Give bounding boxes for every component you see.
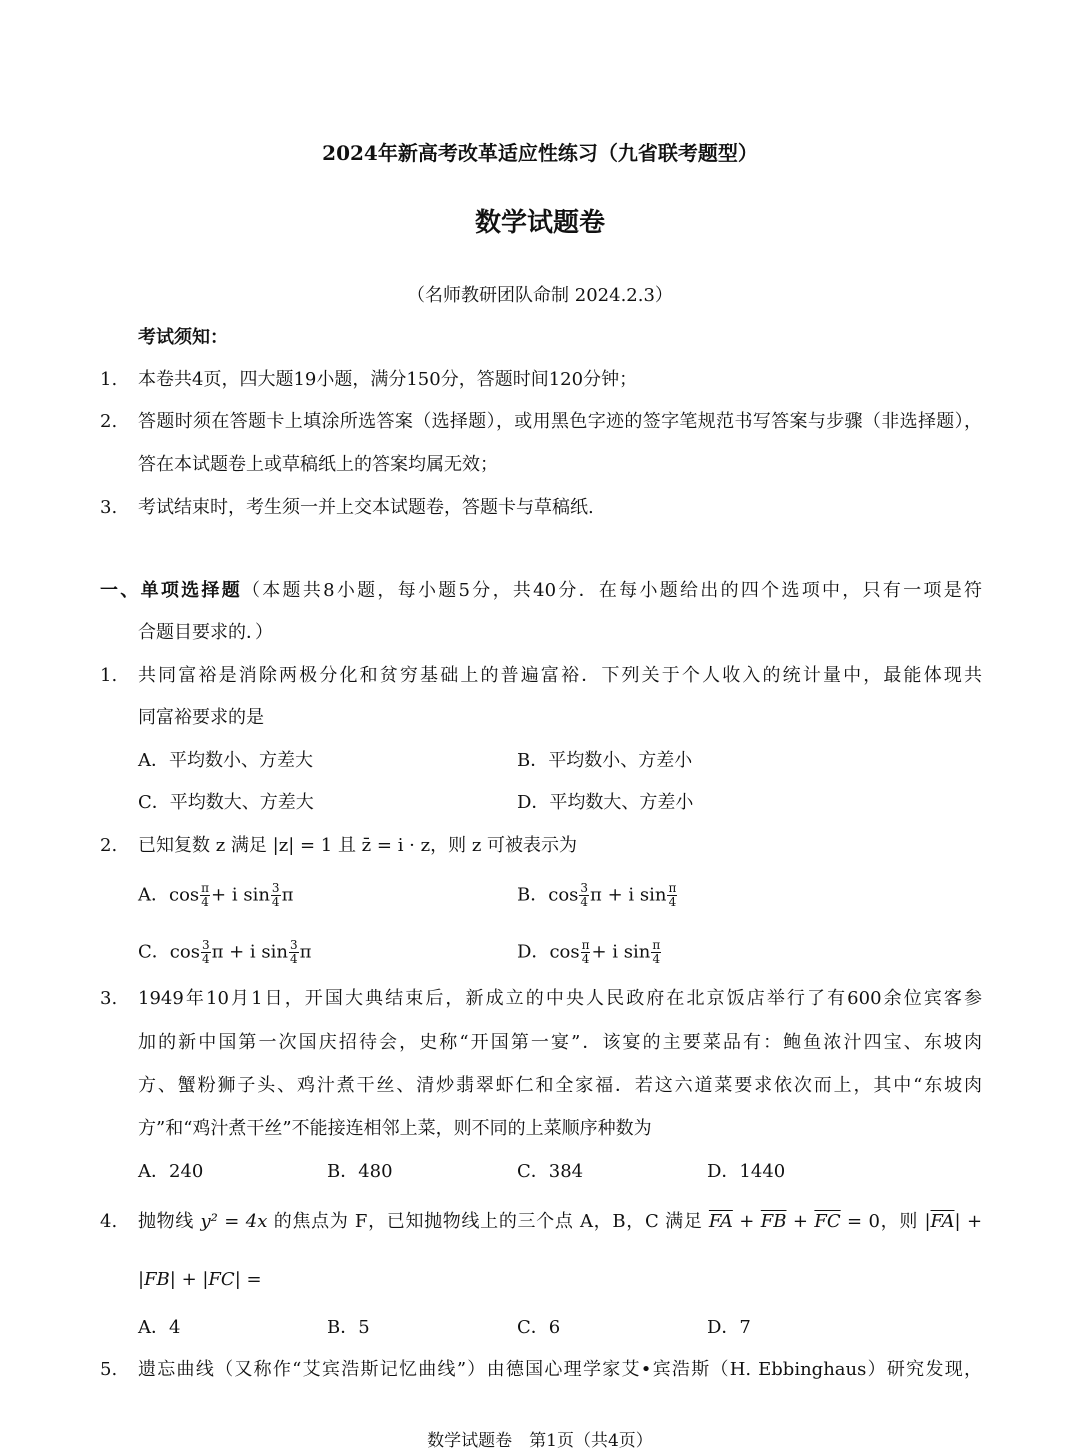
section-desc: （本题共8小题，每小题5分，共40分．在每小题给出的四个选项中，只有一项是符	[241, 580, 982, 601]
question-text: 抛物线 y² = 4x 的焦点为 F，已知抛物线上的三个点 A，B，C 满足 $\overline{FA} + \overline{FB} + \overline{FC} = 0$，则 $|\overline{FA}|$ +	[138, 1211, 983, 1232]
denominator: 4	[271, 895, 280, 909]
question-text: 遗忘曲线（又称作“艾宾浩斯记忆曲线”）由德国心理学家艾•宾浩斯（H. Ebbinghaus）研究发现，	[138, 1359, 982, 1380]
notice-heading: 考试须知：	[138, 327, 228, 348]
option-c	[138, 939, 311, 966]
numerator: 3	[580, 881, 589, 895]
question-text: 共同富裕是消除两极分化和贫穷基础上的普遍富裕．下列关于个人收入的统计量中，最能体现共	[138, 665, 982, 686]
question-number: 3.	[100, 988, 118, 1009]
math-text: cos	[549, 941, 580, 963]
option-label: D．	[517, 941, 550, 963]
option-a: A．平均数小、方差大	[138, 750, 313, 771]
text: = 0，则 |	[840, 1211, 931, 1232]
math-text: + i sin	[591, 941, 651, 963]
math-text: cos	[169, 884, 200, 906]
option-c: C．平均数大、方差大	[138, 792, 314, 813]
notice-text: 答题时须在答题卡上填涂所选答案（选择题），或用黑色字迹的签字笔规范书写答案与步骤（非选择题），	[138, 411, 982, 432]
question-text: |FB| + |FC| =	[138, 1269, 262, 1290]
notice-text: 答在本试题卷上或草稿纸上的答案均属无效；	[138, 454, 498, 475]
subject-title: 数学试题卷	[474, 208, 605, 238]
vector: $\overline{FA}$	[930, 1211, 955, 1232]
denominator: 4	[201, 895, 209, 909]
option-d: D．7	[707, 1317, 751, 1338]
question-text: 方”和“鸡汁煮干丝”不能接连相邻上菜，则不同的上菜顺序种数为	[138, 1118, 652, 1139]
notice-num: 3.	[100, 497, 118, 518]
option-label: A．	[138, 884, 169, 906]
numerator: π	[581, 938, 590, 952]
option-label: C．	[138, 941, 170, 963]
vector: $\overline{FC}$	[814, 1211, 841, 1232]
math-text: π + i sin	[590, 884, 667, 906]
text: 的焦点为 F，已知抛物线上的三个点 A，B，C 满足	[267, 1211, 709, 1232]
question-number: 5.	[100, 1359, 118, 1380]
vector: $\overline{FB}$	[760, 1211, 787, 1232]
section-desc: 合题目要求的．）	[138, 622, 273, 643]
question-number: 4.	[100, 1211, 118, 1232]
option-a: A．240	[138, 1161, 204, 1182]
denominator: 4	[201, 952, 210, 966]
numerator: π	[668, 881, 677, 895]
section-heading	[100, 579, 982, 603]
math-text: π	[281, 884, 294, 906]
option-b: B．5	[327, 1317, 370, 1338]
text: 抛物线	[138, 1211, 201, 1232]
numerator: π	[652, 938, 661, 952]
numerator: 3	[271, 881, 280, 895]
question-text: 已知复数 z 满足 |z| = 1 且 z̄ = i · z，则 z 可被表示为	[138, 835, 578, 856]
option-b	[517, 882, 678, 909]
math-text: π + i sin	[211, 941, 288, 963]
numerator: 3	[290, 938, 298, 952]
text: | +	[954, 1211, 983, 1232]
fraction	[289, 939, 299, 966]
option-a	[138, 882, 293, 909]
denominator: 4	[668, 895, 677, 909]
option-a: A．4	[138, 1317, 181, 1338]
question-text: 同富裕要求的是	[138, 707, 264, 728]
denominator: 4	[580, 895, 589, 909]
fraction	[667, 882, 677, 909]
page-footer: 数学试题卷 第1页（共4页）	[427, 1431, 653, 1451]
fraction	[201, 939, 211, 966]
fraction	[579, 882, 589, 909]
notice-text: 考试结束时，考生须一并上交本试题卷，答题卡与草稿纸.	[138, 497, 594, 518]
question-text: 1949年10月1日，开国大典结束后，新成立的中央人民政府在北京饭店举行了有600余位宾客参	[138, 988, 982, 1009]
option-b: B．480	[327, 1161, 393, 1182]
notice-num: 1.	[100, 369, 118, 390]
section-label: 一、单项选择题	[100, 580, 242, 601]
denominator: 4	[581, 952, 590, 966]
notice-text: 本卷共4页，四大题19小题，满分150分，答题时间120分钟；	[138, 369, 638, 390]
option-c: C．384	[517, 1161, 584, 1182]
equation: y² = 4x	[200, 1211, 268, 1232]
math-text: cos	[548, 884, 579, 906]
notice-num: 2.	[100, 411, 118, 432]
denominator: 4	[290, 952, 298, 966]
fraction	[581, 939, 591, 966]
math-text: + i sin	[211, 884, 270, 906]
question-number: 1.	[100, 665, 118, 686]
option-b: B．平均数小、方差小	[517, 750, 693, 771]
fraction	[271, 882, 281, 909]
numerator: π	[201, 881, 210, 895]
numerator: 3	[201, 938, 210, 952]
question-text: 方、蟹粉狮子头、鸡汁煮干丝、清炒翡翠虾仁和全家福．若这六道菜要求依次而上，其中“东坡肉	[138, 1075, 982, 1096]
exam-title: 2024年新高考改革适应性练习（九省联考题型）	[322, 141, 758, 165]
question-number: 2.	[100, 835, 118, 856]
vector: $\overline{FA}$	[708, 1211, 733, 1232]
fraction	[651, 939, 661, 966]
option-label: B．	[517, 884, 549, 906]
option-c: C．6	[517, 1317, 561, 1338]
denominator: 4	[652, 952, 661, 966]
author-line: （名师教研团队命制 2024.2.3）	[407, 285, 673, 306]
math-text: π	[299, 941, 312, 963]
question-text: 加的新中国第一次国庆招待会，史称“开国第一宴”．该宴的主要菜品有：鲍鱼浓汁四宝、东坡肉	[138, 1032, 982, 1053]
option-d: D．1440	[707, 1161, 786, 1182]
option-d	[517, 939, 662, 966]
fraction	[200, 882, 210, 909]
math-text: cos	[169, 941, 200, 963]
option-d: D．平均数大、方差小	[517, 792, 694, 813]
